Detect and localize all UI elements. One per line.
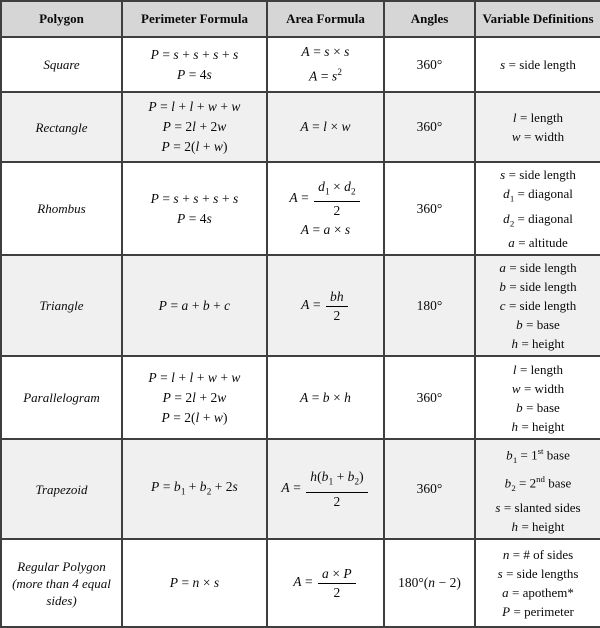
perimeter-formula-line: P = 2l + 2w xyxy=(162,119,227,134)
angles-cell xyxy=(384,92,475,162)
variable-definition: h = height xyxy=(511,336,565,352)
variable-definitions-cell xyxy=(475,356,600,439)
area-formula-line xyxy=(272,564,379,602)
perimeter-formula-line: P = 4s xyxy=(176,210,213,226)
fraction-numerator: $d_1 \times d_2$ xyxy=(314,177,359,203)
fraction-denominator: 2 xyxy=(333,493,341,509)
polygon-name-cell xyxy=(1,37,122,92)
fraction xyxy=(318,564,356,602)
perimeter-formula-cell xyxy=(122,356,267,439)
variable-definitions-cell xyxy=(475,255,600,356)
area-formula-cell xyxy=(267,162,384,255)
header-variable-definitions: Variable Definitions xyxy=(475,1,600,37)
variable-definition: c = side length xyxy=(499,298,577,314)
polygon-name: Rhombus xyxy=(37,201,86,217)
area-formula-line: $A = s^2$ xyxy=(309,67,342,84)
angles-cell xyxy=(384,162,475,255)
variable-definition: s = side lengths xyxy=(497,566,579,582)
fraction xyxy=(314,177,359,221)
formula-prefix: A = xyxy=(301,296,324,312)
area-formula-line xyxy=(272,287,379,325)
header-area-formula: Area Formula xyxy=(267,1,384,37)
polygon-name: sides) xyxy=(46,592,77,608)
row-triangle xyxy=(1,255,600,356)
variable-definitions-cell xyxy=(475,539,600,627)
variable-definition: l = length xyxy=(512,110,564,125)
area-formula-line xyxy=(272,177,379,221)
angles-cell xyxy=(384,37,475,92)
perimeter-formula-line: P = 2(l + w) xyxy=(161,139,228,154)
polygon-name: Square xyxy=(43,57,80,72)
polygon-name-cell xyxy=(1,539,122,627)
header-polygon: Polygon xyxy=(1,1,122,37)
variable-definitions-cell xyxy=(475,37,600,92)
perimeter-formula-line: P = a + b + c xyxy=(158,297,231,313)
area-formula-cell xyxy=(267,37,384,92)
row-parallelogram xyxy=(1,356,600,439)
perimeter-formula-cell xyxy=(122,539,267,627)
fraction-numerator: bh xyxy=(326,287,348,307)
area-formula-line xyxy=(272,467,379,511)
angles-cell xyxy=(384,539,475,627)
polygon-name-cell xyxy=(1,439,122,539)
perimeter-formula-cell xyxy=(122,92,267,162)
angles-value: 360° xyxy=(416,389,443,405)
fraction-denominator: 2 xyxy=(333,203,341,219)
row-trapezoid xyxy=(1,439,600,539)
polygon-name: Regular Polygon xyxy=(17,558,106,574)
variable-definitions-cell xyxy=(475,162,600,255)
variable-definition: $b_1 = 1st$ base xyxy=(506,446,570,466)
variable-definitions-cell xyxy=(475,439,600,539)
polygon-name: Triangle xyxy=(39,298,84,314)
polygon-name: Rectangle xyxy=(35,119,88,135)
variable-definition: b = side length xyxy=(499,279,577,295)
variable-definition: $b_2 = 2nd$ base xyxy=(504,474,572,494)
area-formula-cell xyxy=(267,356,384,439)
perimeter-formula-cell xyxy=(122,255,267,356)
variable-definition: s = slanted sides xyxy=(495,500,581,516)
fraction xyxy=(326,287,348,325)
polygon-name: (more than 4 equal xyxy=(12,575,111,591)
area-formula-cell xyxy=(267,439,384,539)
angles-cell xyxy=(384,255,475,356)
fraction-numerator: $h(b_1 + b_2)$ xyxy=(306,467,367,493)
angles-cell xyxy=(384,439,475,539)
variable-definition: b = base xyxy=(516,399,560,415)
perimeter-formula-line: P = l + l + w + w xyxy=(148,99,241,114)
formula-prefix: A = xyxy=(281,480,305,496)
fraction-denominator: 2 xyxy=(333,307,341,323)
variable-definition: a = apothem* xyxy=(502,585,574,601)
fraction xyxy=(306,467,367,511)
area-formula-line: A = a × s xyxy=(300,222,351,238)
polygon-name-cell xyxy=(1,92,122,162)
polygon-name-cell xyxy=(1,162,122,255)
angles-value: 360° xyxy=(416,481,443,497)
variable-definitions-cell xyxy=(475,92,600,162)
polygon-name-cell xyxy=(1,255,122,356)
polygon-name-cell xyxy=(1,356,122,439)
area-formula-cell xyxy=(267,92,384,162)
perimeter-formula-line: $P = b_1 + b_2 + 2s$ xyxy=(151,478,238,497)
variable-definition: a = altitude xyxy=(508,235,568,251)
perimeter-formula-line: P = 2l + 2w xyxy=(162,389,227,405)
header-angles: Angles xyxy=(384,1,475,37)
fraction-denominator: 2 xyxy=(333,585,341,601)
angles-value: 360° xyxy=(416,119,443,134)
formula-prefix: A = xyxy=(293,574,317,590)
row-rhombus xyxy=(1,162,600,255)
variable-definition: $d_1$ = diagonal xyxy=(503,186,573,204)
angles-value: 360° xyxy=(416,56,443,72)
row-regular-polygon xyxy=(1,539,600,627)
variable-definition: h = height xyxy=(511,519,565,535)
perimeter-formula-cell xyxy=(122,37,267,92)
formula-prefix: A = xyxy=(289,189,313,205)
variable-definition: w = width xyxy=(511,380,565,396)
area-formula-line: A = b × h xyxy=(299,389,352,405)
angles-cell xyxy=(384,356,475,439)
variable-definition: $d_2$ = diagonal xyxy=(503,210,573,229)
variable-definition: P = perimeter xyxy=(502,604,574,620)
perimeter-formula-line: P = 4s xyxy=(176,66,213,82)
perimeter-formula-line: P = n × s xyxy=(169,575,220,591)
angles-value: 180°(n − 2) xyxy=(398,575,461,591)
fraction-numerator: a × P xyxy=(318,564,356,584)
variable-definition: s = side length xyxy=(500,167,576,182)
angles-value: 360° xyxy=(416,200,443,216)
variable-definition: w = width xyxy=(511,129,565,144)
variable-definition: h = height xyxy=(511,418,565,434)
polygon-name: Trapezoid xyxy=(35,481,88,497)
perimeter-formula-line: P = l + l + w + w xyxy=(148,369,241,385)
variable-definition: n = # of sides xyxy=(502,547,574,563)
area-formula-line: A = l × w xyxy=(300,119,351,134)
perimeter-formula-line: P = s + s + s + s xyxy=(150,190,239,206)
perimeter-formula-cell xyxy=(122,439,267,539)
header-perimeter-formula: Perimeter Formula xyxy=(122,1,267,37)
variable-definition: l = length xyxy=(512,361,564,377)
perimeter-formula-cell xyxy=(122,162,267,255)
row-square xyxy=(1,37,600,92)
area-formula-cell xyxy=(267,255,384,356)
perimeter-formula-line: P = 2(l + w) xyxy=(161,409,228,425)
header-row xyxy=(1,1,600,37)
angles-value: 180° xyxy=(416,297,443,313)
variable-definition: s = side length xyxy=(500,57,576,72)
area-formula-line: A = s × s xyxy=(301,44,350,60)
area-formula-cell xyxy=(267,539,384,627)
perimeter-formula-line: P = s + s + s + s xyxy=(150,46,239,62)
variable-definition: a = side length xyxy=(499,260,577,276)
polygon-name: Parallelogram xyxy=(23,390,100,406)
row-rectangle xyxy=(1,92,600,162)
variable-definition: b = base xyxy=(516,317,560,333)
